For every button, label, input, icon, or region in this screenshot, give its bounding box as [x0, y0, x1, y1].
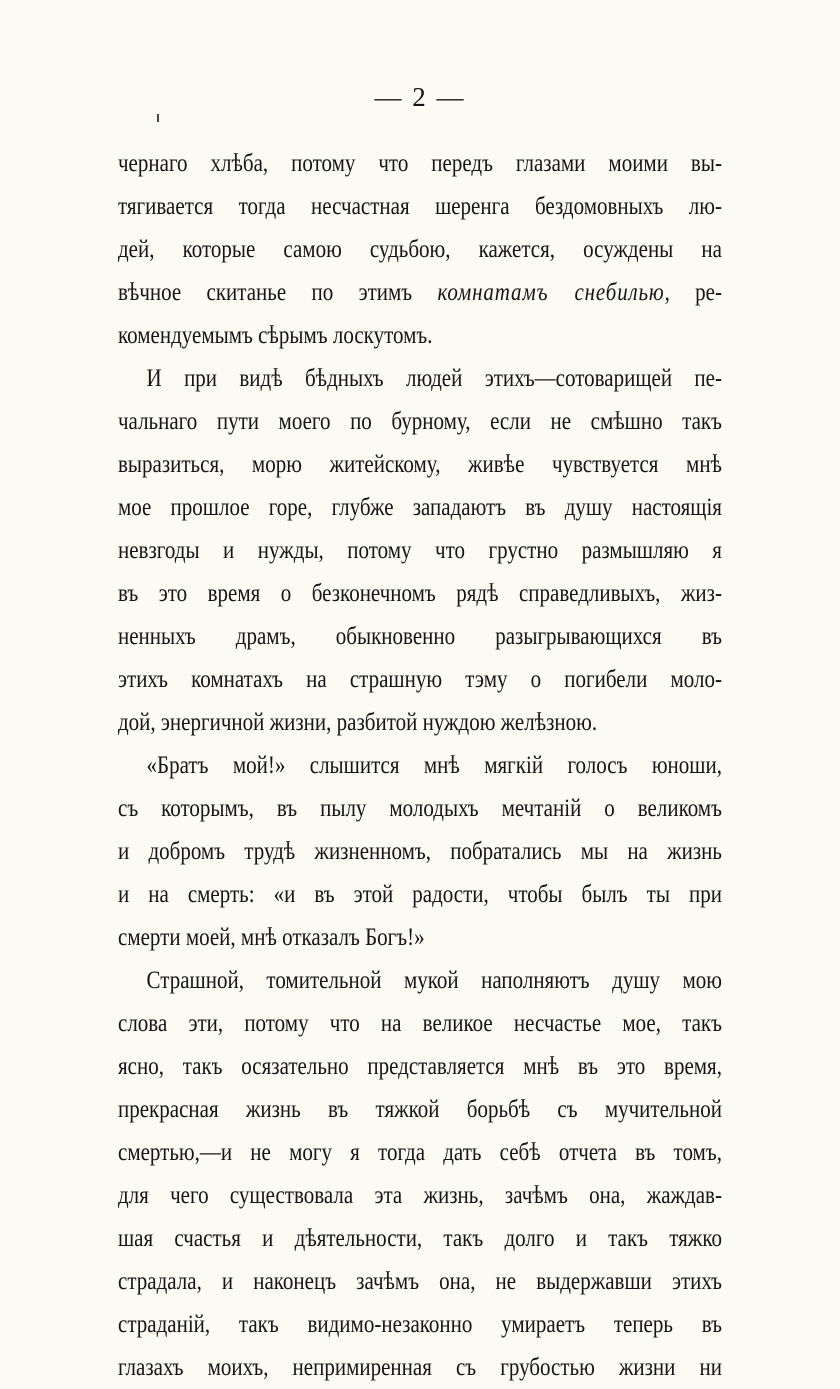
- text-line: слова эти, потому что на великое несчастье мое, такъ: [118, 1010, 722, 1037]
- text-line: и на смерть: «и въ этой радости, чтобы былъ ты при: [118, 881, 722, 908]
- text-line: прекрасная жизнь въ тяжкой борьбѣ съ мучительной: [118, 1096, 722, 1123]
- paragraph-first-line: Страшной, томительной мукой наполняютъ душу мою: [146, 967, 722, 994]
- line-text: , ре-: [664, 279, 722, 306]
- text-line: для чего существовала эта жизнь, зачѣмъ она, жаждав-: [118, 1182, 722, 1209]
- text-line: страданій, такъ видимо-незаконно умираетъ теперь въ: [118, 1311, 722, 1338]
- text-line: дей, которые самою судьбою, кажется, осуждены на: [118, 236, 722, 263]
- ink-speck: [157, 114, 159, 122]
- text-line: ненныхъ драмъ, обыкновенно разыгрывающихся въ: [118, 623, 722, 650]
- text-line: съ которымъ, въ пылу молодыхъ мечтаній о великомъ: [118, 795, 722, 822]
- text-line: выразиться, морю житейскому, живѣе чувствуется мнѣ: [118, 451, 722, 478]
- page-number: — 2 —: [374, 82, 466, 112]
- paragraph-first-line: «Братъ мой!» слышится мнѣ мягкій голосъ юноши,: [146, 752, 722, 779]
- text-line: чальнаго пути моего по бурному, если не смѣшно такъ: [118, 408, 722, 435]
- text-line: страдала, и наконецъ зачѣмъ она, не выдержавши этихъ: [118, 1268, 722, 1295]
- text-line: невзгоды и нужды, потому что грустно размышляю я: [118, 537, 722, 564]
- paragraph-last-line: смерти моей, мнѣ отказалъ Богъ!»: [118, 924, 425, 951]
- text-line: мое прошлое горе, глубже западаютъ въ душу настоящія: [118, 494, 722, 521]
- text-line: глазахъ моихъ, непримиренная съ грубостью жизни ни: [118, 1354, 722, 1381]
- text-line: чернаго хлѣба, потому что передъ глазами моими вы-: [118, 150, 722, 177]
- line-text: вѣчное скитанье по этимъ: [118, 279, 438, 306]
- text-line: въ это время о безконечномъ рядѣ справедливыхъ, жиз-: [118, 580, 722, 607]
- text-line: и добромъ трудѣ жизненномъ, побратались мы на жизнь: [118, 838, 722, 865]
- emphasized-phrase: комнатамъ снебилью: [437, 279, 665, 306]
- text-line: смертью,—и не могу я тогда дать себѣ отчета въ томъ,: [118, 1139, 722, 1166]
- paragraph-last-line: комендуемымъ сѣрымъ лоскутомъ.: [118, 322, 433, 349]
- paragraph-first-line: И при видѣ бѣдныхъ людей этихъ—сотоварищей пе-: [146, 365, 722, 392]
- paragraph-last-line: дой, энергичной жизни, разбитой нуждою желѣзною.: [118, 709, 598, 736]
- body-text: [118, 142, 722, 1389]
- text-line-with-emphasis: [118, 271, 722, 314]
- text-line: тягивается тогда несчастная шеренга бездомовныхъ лю-: [118, 193, 722, 220]
- text-line: шая счастья и дѣятельности, такъ долго и такъ тяжко: [118, 1225, 722, 1252]
- text-line: ясно, такъ осязательно представляется мнѣ въ это время,: [118, 1053, 722, 1080]
- text-line: этихъ комнатахъ на страшную тэму о погибели моло-: [118, 666, 722, 693]
